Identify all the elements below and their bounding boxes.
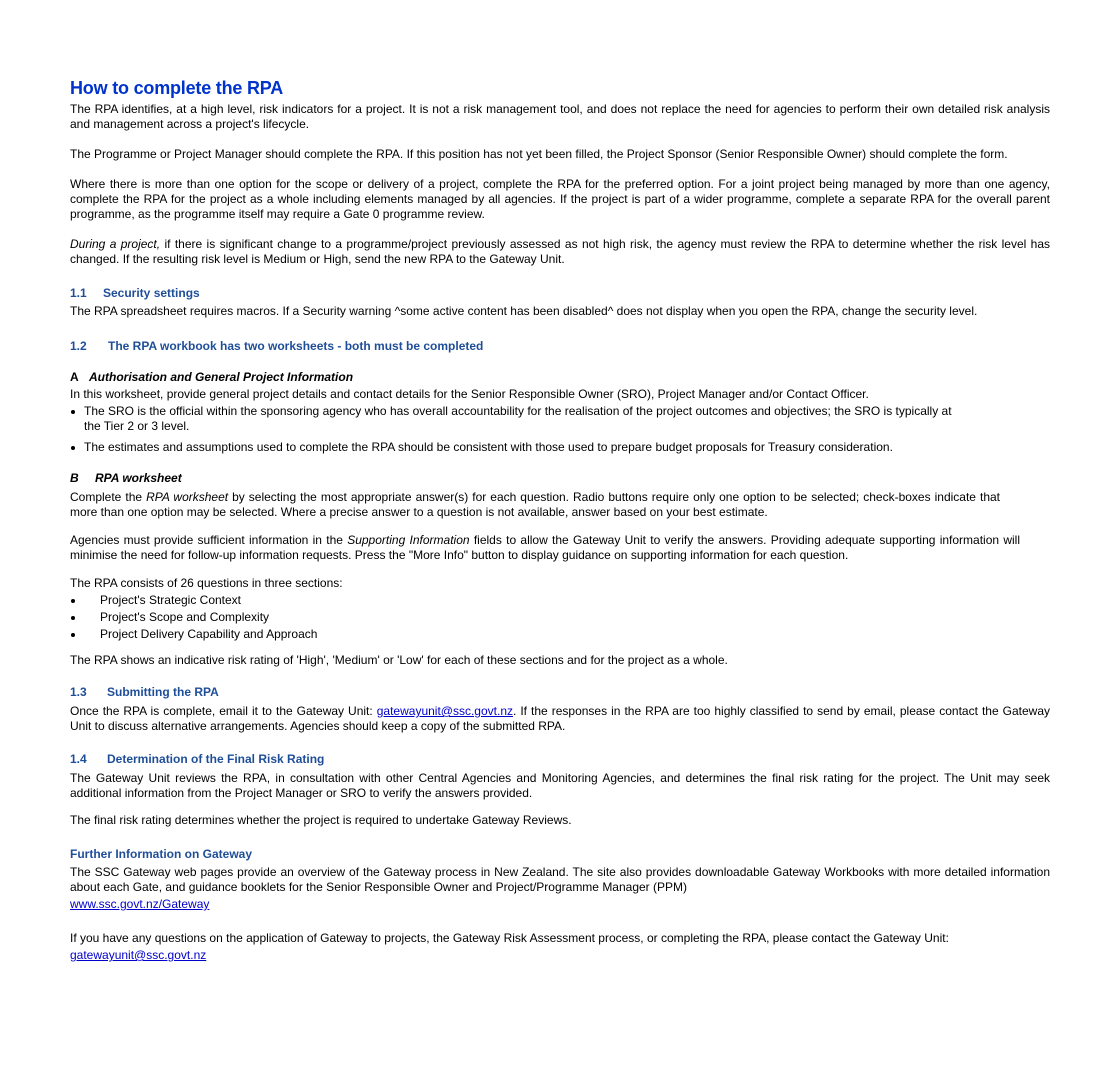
- text: by selecting the most appropriate answer(s) for each question. Radio buttons require only one option to be selected; check-boxes indicate that more than one option may be selected. Where a precise answer to a question is not available, answer based on your best estimate.: [70, 490, 1000, 519]
- section-1-1-heading: [70, 286, 1050, 301]
- worksheet-b-paragraph-2: [70, 533, 1020, 563]
- section-title: The RPA workbook has two worksheets - both must be completed: [108, 339, 484, 353]
- text: Once the RPA is complete, email it to the Gateway Unit:: [70, 704, 377, 718]
- further-info-paragraph-1: The SSC Gateway web pages provide an overview of the Gateway process in New Zealand. The site also provides downloadable Gateway Workbooks with more detailed information about each Gate, and guidance booklets for the Senior Responsible Owner and Project/Programme Manager (PPM): [70, 865, 1050, 894]
- section-number: 1.4: [70, 752, 87, 766]
- submitting-text: [70, 704, 1050, 734]
- intro-paragraph-3: Where there is more than one option for the scope or delivery of a project, complete the RPA for the preferred option. For a joint project being managed by more than one agency, complete the RPA for the project as a whole including elements managed by all agencies. If the project is part of a wider programme, complete a separate RPA for the overall parent programme, as the programme itself may require a Gate 0 programme review.: [70, 177, 1050, 221]
- worksheet-title: Authorisation and General Project Information: [89, 370, 354, 384]
- list-item: The estimates and assumptions used to complete the RPA should be consistent with those used to prepare budget proposals for Treasury consideration.: [70, 440, 1050, 455]
- list-item: The SRO is the official within the sponsoring agency who has overall accountability for the realisation of the project outcomes and objectives; the SRO is typically at the Tier 2 or 3 level.: [70, 404, 964, 434]
- text: Complete the: [70, 490, 147, 504]
- document-page: [70, 78, 1050, 963]
- italic-term: Supporting Information: [347, 533, 470, 547]
- section-1-4-heading: [70, 752, 1050, 767]
- page-title: How to complete the RPA: [70, 78, 284, 98]
- section-1-3-heading: [70, 685, 1050, 700]
- worksheet-letter: B: [70, 471, 79, 485]
- worksheet-title: RPA worksheet: [95, 471, 182, 485]
- section-number: 1.2: [70, 339, 87, 353]
- text: fields to allow the Gateway Unit to verify the answers. Providing adequate supporting information will minimise the need for follow-up information requests. Press the "More Info" button to display guidance on supporting information for each question.: [70, 533, 1021, 562]
- gateway-website-link[interactable]: www.ssc.govt.nz/Gateway: [70, 897, 210, 911]
- risk-rating-paragraph-2: The final risk rating determines whether the project is required to undertake Gateway Reviews.: [70, 813, 572, 827]
- intro-paragraph-1: The RPA identifies, at a high level, risk indicators for a project. It is not a risk management tool, and does not replace the need for agencies to perform their own detailed risk analysis and management across a project's lifecycle.: [70, 102, 1050, 131]
- list-item: Project's Strategic Context: [70, 592, 1050, 609]
- list-item: Project's Scope and Complexity: [70, 609, 1050, 626]
- worksheet-a-text: In this worksheet, provide general project details and contact details for the Senior Responsible Owner (SRO), Project Manager and/or Contact Officer.: [70, 387, 869, 401]
- intro-paragraph-4: [70, 237, 1050, 267]
- worksheet-a-heading: [70, 370, 1050, 385]
- further-info-paragraph-2: If you have any questions on the application of Gateway to projects, the Gateway Risk Assessment process, or completing the RPA, please contact the Gateway Unit:: [70, 931, 949, 945]
- gateway-email-link[interactable]: gatewayunit@ssc.govt.nz: [376, 704, 513, 718]
- section-title: Submitting the RPA: [107, 685, 219, 699]
- worksheet-b-paragraph-4: The RPA shows an indicative risk rating of 'High', 'Medium' or 'Low' for each of these sections and for the project as a whole.: [70, 653, 728, 667]
- list-item: Project Delivery Capability and Approach: [70, 626, 1050, 643]
- worksheet-b-paragraph-3: The RPA consists of 26 questions in three sections:: [70, 576, 343, 590]
- worksheet-b-paragraph-1: [70, 490, 1000, 520]
- worksheet-a-bullets: [70, 404, 1050, 455]
- intro-paragraph-4-text: if there is significant change to a programme/project previously assessed as not high risk, the agency must review the RPA to determine whether the risk level has changed. If the resulting risk level is Medium or High, send the new RPA to the Gateway Unit.: [70, 237, 1051, 266]
- section-title: Security settings: [103, 286, 200, 300]
- risk-rating-paragraph-1: The Gateway Unit reviews the RPA, in consultation with other Central Agencies and Monitoring Agencies, and determines the final risk rating for the project. The Unit may seek additional information from the Project Manager or SRO to verify the answers provided.: [70, 771, 1050, 800]
- intro-italic-phrase: During a project,: [70, 237, 161, 251]
- further-info-heading: Further Information on Gateway: [70, 847, 253, 861]
- gateway-contact-email-link[interactable]: gatewayunit@ssc.govt.nz: [70, 948, 207, 962]
- worksheet-b-heading: [70, 471, 1050, 486]
- security-settings-text: The RPA spreadsheet requires macros. If a Security warning ^some active content has been disabled^ does not display when you open the RPA, change the security level.: [70, 304, 978, 318]
- text: . If the responses in the RPA are too highly classified to send by email, please contact the Gateway Unit to discuss alternative arrangements. Agencies should keep a copy of the submitted RPA.: [70, 704, 1050, 733]
- section-number: 1.1: [70, 286, 87, 300]
- italic-term: RPA worksheet: [146, 490, 229, 504]
- section-1-2-heading: [70, 339, 1050, 354]
- worksheet-letter: A: [70, 370, 79, 384]
- text: Agencies must provide sufficient information in the: [70, 533, 348, 547]
- intro-paragraph-2: The Programme or Project Manager should complete the RPA. If this position has not yet been filled, the Project Sponsor (Senior Responsible Owner) should complete the form.: [70, 147, 1008, 161]
- rpa-sections-list: [70, 592, 1050, 643]
- section-number: 1.3: [70, 685, 87, 699]
- section-title: Determination of the Final Risk Rating: [107, 752, 325, 766]
